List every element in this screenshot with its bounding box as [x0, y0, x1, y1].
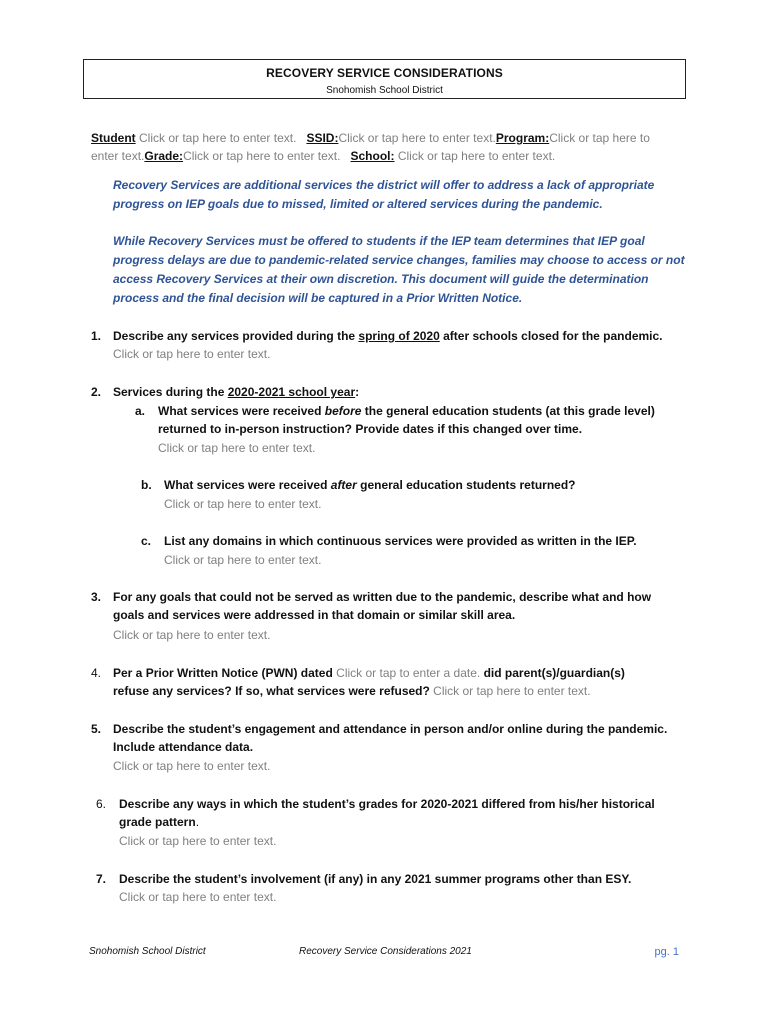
question-6-line-2: grade pattern: [119, 815, 196, 829]
question-6-number: 6.: [96, 797, 107, 811]
district-subtitle: Snohomish School District: [326, 85, 443, 96]
question-2a-pre: What services were received: [158, 404, 325, 418]
question-2-text: [113, 383, 359, 401]
ssid-label: SSID:: [306, 131, 339, 145]
student-field[interactable]: Click or tap here to enter text.: [139, 131, 297, 145]
question-1-text: [113, 327, 663, 345]
intro-p1-line: Recovery Services are additional services the district will offer to address a lack of appropriate: [113, 178, 655, 192]
intro-p1-line: progress on IEP goals due to missed, limited or altered services during the pandemic.: [113, 197, 603, 211]
question-7-answer-field[interactable]: Click or tap here to enter text.: [119, 890, 277, 904]
question-3-answer-field[interactable]: Click or tap here to enter text.: [113, 628, 271, 642]
question-5-line-2: Include attendance data.: [113, 740, 254, 754]
footer-document-name: Recovery Service Considerations 2021: [299, 946, 472, 957]
pwn-date-field[interactable]: Click or tap to enter a date.: [336, 666, 481, 680]
school-field[interactable]: Click or tap here to enter text.: [397, 149, 556, 163]
question-2b-pre: What services were received: [164, 478, 331, 492]
question-3-number: 3.: [91, 590, 102, 604]
question-4-post: did parent(s)/guardian(s): [480, 666, 625, 680]
question-2a-number: a.: [135, 404, 146, 418]
question-3-text: [113, 588, 651, 624]
question-2c-number: c.: [141, 534, 152, 548]
question-2b-emphasis: after: [330, 478, 357, 492]
question-2-underlined: 2020-2021 school year: [227, 385, 356, 399]
question-1-answer-field[interactable]: Click or tap here to enter text.: [113, 347, 271, 361]
question-2b-number: b.: [141, 478, 152, 492]
question-2b-text: [164, 476, 575, 494]
question-4-line-2: refuse any services? If so, what services were refused?: [113, 684, 430, 698]
question-2b-post: general education students returned?: [356, 478, 576, 492]
question-6-line-1: Describe any ways in which the student’s grades for 2020-2021 differed from his/her historical: [119, 797, 655, 811]
program-field-part2[interactable]: enter text.: [91, 149, 145, 163]
question-2a-answer-field[interactable]: Click or tap here to enter text.: [158, 441, 316, 455]
intro-paragraph-1: [113, 176, 654, 214]
question-2c-text: List any domains in which continuous services were provided as written in the IEP.: [164, 534, 637, 548]
intro-p2-line: While Recovery Services must be offered to students if the IEP team determines that IEP goal: [113, 234, 645, 248]
student-info-line-1: [91, 129, 650, 147]
grade-label: Grade:: [144, 149, 184, 163]
question-4-pre: Per a Prior Written Notice (PWN) dated: [113, 666, 337, 680]
title-box: [83, 59, 686, 99]
question-3-line-1: For any goals that could not be served as written due to the pandemic, describe what and how: [113, 590, 652, 604]
question-2a-line-2: returned to in-person instruction? Provide dates if this changed over time.: [158, 422, 583, 436]
question-1-post: after schools closed for the pandemic.: [439, 329, 663, 343]
question-5-answer-field[interactable]: Click or tap here to enter text.: [113, 759, 271, 773]
document-title: RECOVERY SERVICE CONSIDERATIONS: [266, 66, 503, 80]
ssid-field[interactable]: Click or tap here to enter text.: [338, 131, 496, 145]
question-2a-post: the general education students (at this grade level): [361, 404, 655, 418]
question-3-line-2: goals and services were addressed in that domain or similar skill area.: [113, 608, 516, 622]
intro-p2-line: process and the final decision will be captured in a Prior Written Notice.: [113, 291, 523, 305]
question-4-text: [113, 664, 625, 700]
question-2-number: 2.: [91, 385, 102, 399]
question-2b-answer-field[interactable]: Click or tap here to enter text.: [164, 497, 322, 511]
question-2a-emphasis: before: [324, 404, 362, 418]
question-5-line-1: Describe the student’s engagement and attendance in person and/or online during the pandemic.: [113, 722, 668, 736]
intro-p2-line: progress delays are due to pandemic-related service changes, families may choose to access or not: [113, 253, 685, 267]
question-1-number: 1.: [91, 329, 102, 343]
question-5-number: 5.: [91, 722, 102, 736]
question-6-text: [119, 795, 655, 831]
student-info-line-2: [91, 147, 555, 165]
intro-p2-line: access Recovery Services at their own discretion. This document will guide the determination: [113, 272, 649, 286]
intro-paragraph-2: [113, 232, 685, 308]
question-6-answer-field[interactable]: Click or tap here to enter text.: [119, 834, 277, 848]
question-2a-text: [158, 402, 655, 438]
question-1-pre: Describe any services provided during the: [113, 329, 359, 343]
question-6-period: .: [195, 815, 200, 829]
question-2c-answer-field[interactable]: Click or tap here to enter text.: [164, 553, 322, 567]
page-number: pg. 1: [654, 946, 679, 958]
program-label: Program:: [495, 131, 550, 145]
question-2-post: :: [355, 385, 360, 399]
question-4-answer-field[interactable]: Click or tap here to enter text.: [433, 684, 591, 698]
question-5-text: [113, 720, 667, 756]
question-7-number: 7.: [96, 872, 107, 886]
question-4-number: 4.: [91, 666, 102, 680]
question-7-text: Describe the student’s involvement (if any) in any 2021 summer programs other than ESY.: [119, 872, 632, 886]
grade-field[interactable]: Click or tap here to enter text.: [183, 149, 341, 163]
school-label: School:: [350, 149, 395, 163]
question-2-pre: Services during the: [113, 385, 228, 399]
question-1-underlined: spring of 2020: [358, 329, 440, 343]
program-field-part1[interactable]: Click or tap here to: [549, 131, 650, 145]
student-label: Student: [91, 131, 136, 145]
footer-district: Snohomish School District: [89, 946, 206, 957]
